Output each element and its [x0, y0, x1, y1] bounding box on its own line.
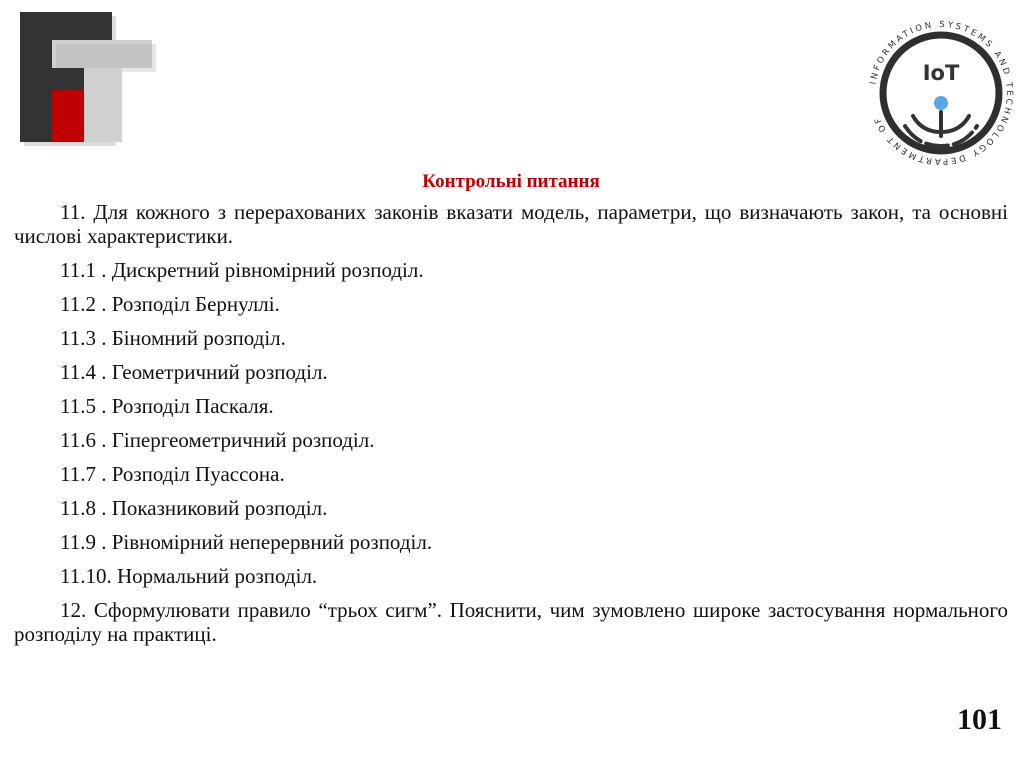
list-item: 11.9 . Рівномірний неперервний розподіл. — [60, 530, 433, 554]
list-item: 11.6 . Гіпергеометричний розподіл. — [60, 428, 375, 452]
list-item: 11.2 . Розподіл Бернуллі. — [60, 292, 280, 316]
iot-department-seal-icon — [858, 8, 1024, 178]
list-item: 11.3 . Біномний розподіл. — [60, 326, 286, 350]
iot-label: IoT — [922, 61, 960, 85]
list-item: 11.7 . Розподіл Пуассона. — [60, 462, 285, 486]
list-item: 11.5 . Розподіл Паскаля. — [60, 394, 274, 418]
question-12: 12. Сформулювати правило “трьох сигм”. Пояснити, чим зумовлено широке застосування нормального розподілу на практиці. — [14, 598, 1008, 646]
slide-content — [14, 170, 1008, 646]
list-item: 11.10. Нормальний розподіл. — [60, 564, 318, 588]
ft-logo-icon — [18, 10, 158, 150]
list-item: 11.4 . Геометричний розподіл. — [60, 360, 328, 384]
page-title: Контрольні питання — [422, 171, 600, 192]
list-item: 11.8 . Показниковий розподіл. — [60, 496, 328, 520]
question-11: 11. Для кожного з перерахованих законів вказати модель, параметри, що визначають закон, та основні числові характеристики. — [14, 200, 1008, 248]
page-number: 101 — [957, 703, 1002, 736]
list-item: 11.1 . Дискретний рівномірний розподіл. — [60, 258, 424, 282]
svg-text:INFORMATION SYSTEMS AND TECHNO: INFORMATION SYSTEMS AND TECHNOLOGY DEPARTMENT OF — [868, 19, 1015, 167]
